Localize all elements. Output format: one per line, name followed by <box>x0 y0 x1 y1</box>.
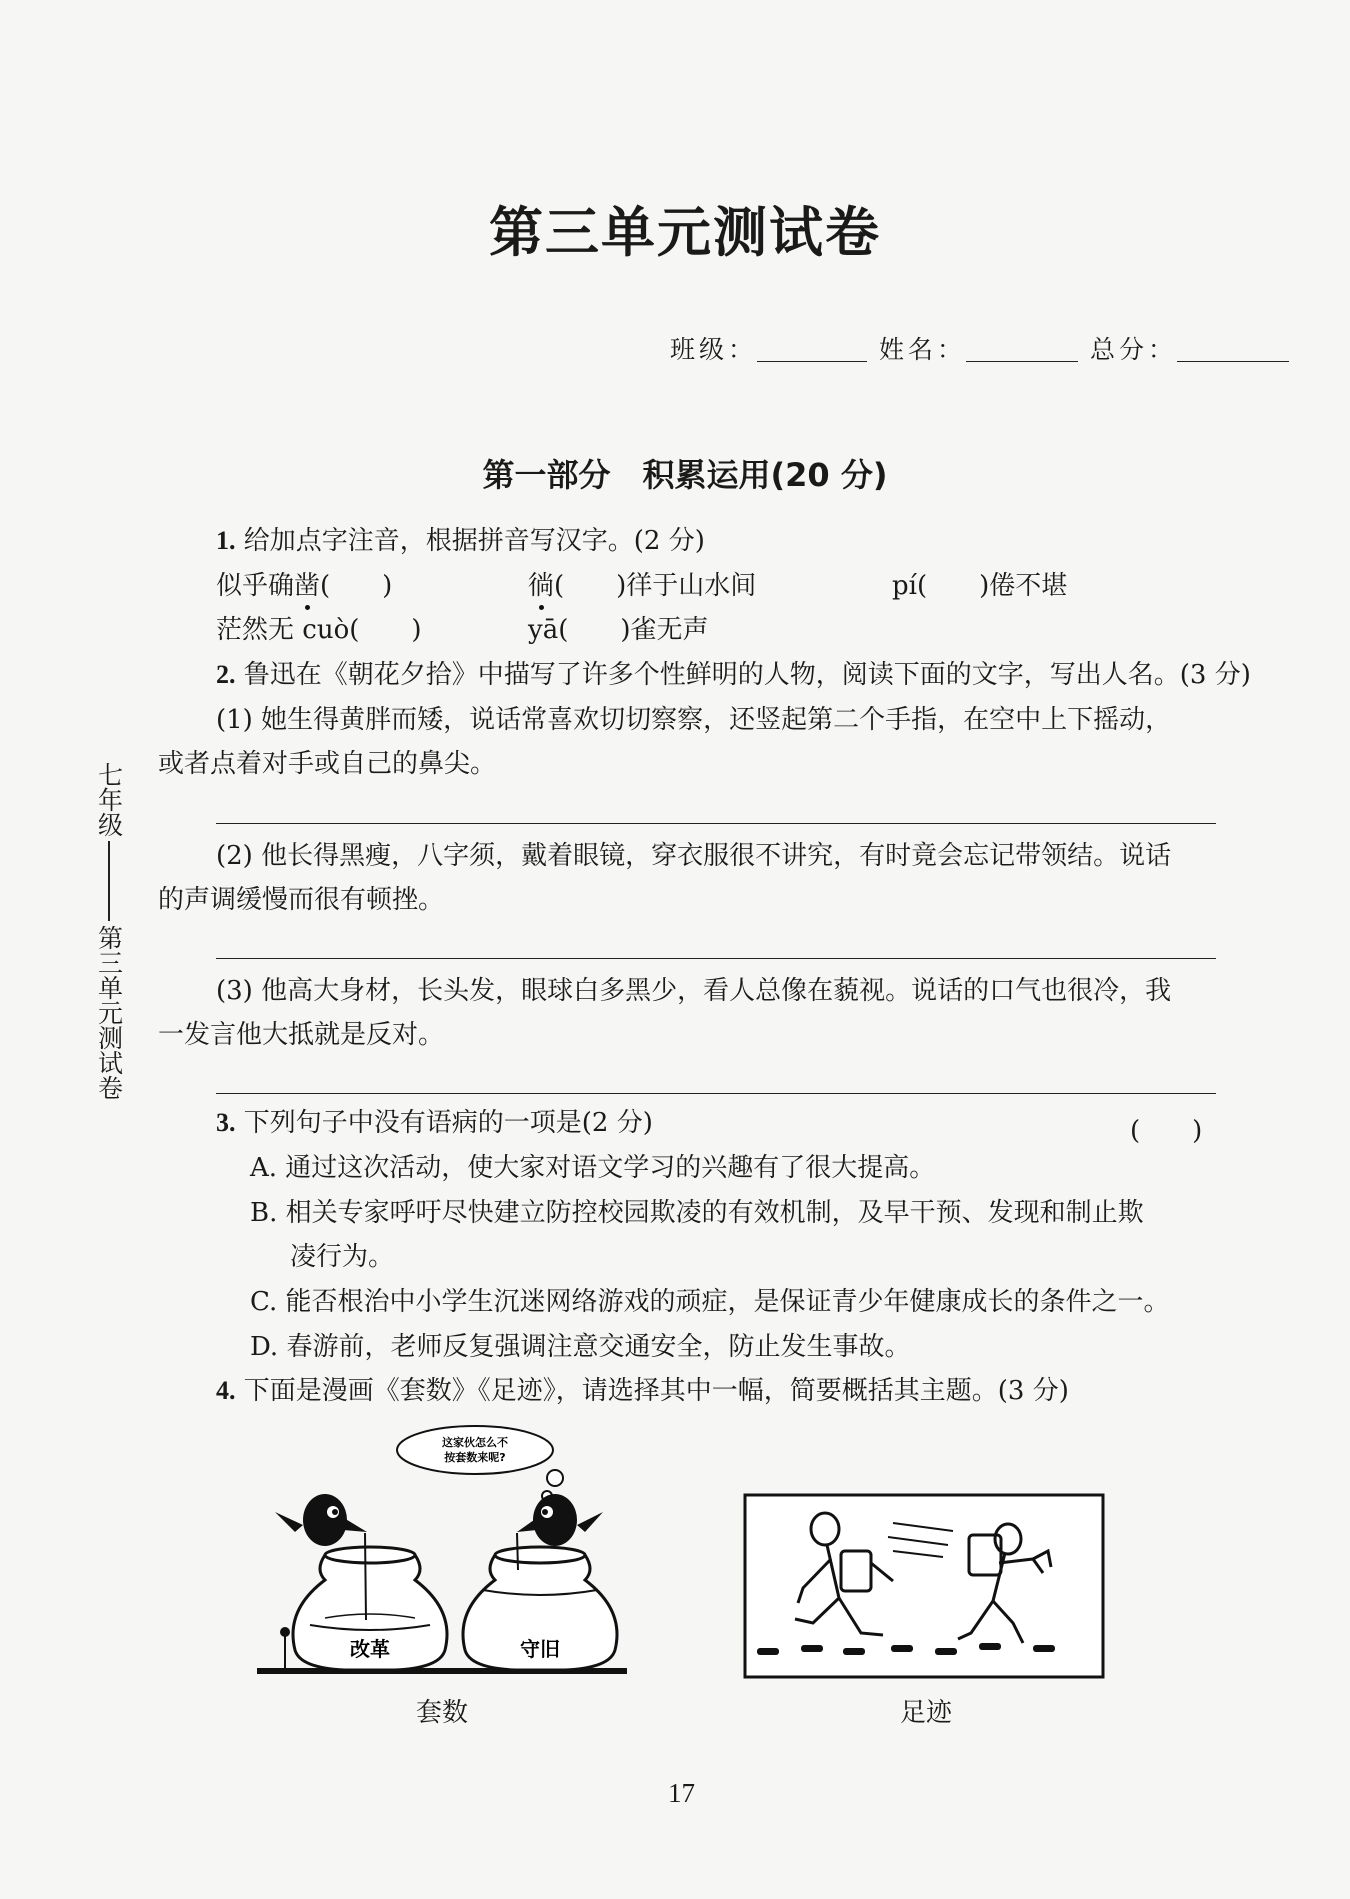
q3-option-c: C. 能否根治中小学生沉迷网络游戏的顽症，是保证青少年健康成长的条件之一。 <box>250 1287 1170 1317</box>
class-label: 班级： <box>670 335 758 364</box>
cartoon-zuji-drawing <box>743 1493 1105 1679</box>
jar-right-label: 守旧 <box>520 1637 560 1661</box>
q1-item-d[interactable]: 茫然无 cuò( ) <box>216 615 422 645</box>
q2-passage3-line2: 一发言他大抵就是反对。 <box>158 1020 445 1050</box>
q1-item-a-pre: 似乎确 <box>216 571 295 601</box>
jar-left-label: 改革 <box>350 1637 390 1661</box>
score-label: 总分： <box>1089 335 1177 364</box>
q3-option-b-line2: 凌行为。 <box>290 1242 395 1272</box>
q1-item-c[interactable]: pí( )倦不堪 <box>892 571 1068 601</box>
q1-item-a-blank[interactable]: ( ) <box>320 571 393 601</box>
cartoon-taoshu-caption: 套数 <box>416 1698 469 1728</box>
q2-text: 鲁迅在《朝花夕拾》中描写了许多个性鲜明的人物，阅读下面的文字，写出人名。(3 分) <box>243 660 1251 690</box>
q3-option-b-line1: B. 相关专家呼吁尽快建立防控校园欺凌的有效机制，及早干预、发现和制止欺 <box>250 1198 1144 1228</box>
q3-number: 3. <box>216 1108 236 1137</box>
name-label: 姓名： <box>878 335 966 364</box>
q1-text: 给加点字注音，根据拼音写汉字。(2 分) <box>243 526 705 556</box>
page-title: 第三单元测试卷 <box>489 201 881 264</box>
q1-item-a-dotted-char: 凿 <box>294 571 321 601</box>
cartoon-taoshu-drawing <box>255 1420 635 1690</box>
q2-passage1-line2: 或者点着对手或自己的鼻尖。 <box>158 749 497 779</box>
student-info-row <box>670 330 1289 366</box>
q3-stem <box>216 1110 653 1136</box>
q1-item-e[interactable]: yā( )雀无声 <box>528 615 709 645</box>
cartoon-taoshu <box>255 1420 635 1690</box>
q3-answer-paren[interactable]: ( ) <box>1130 1116 1203 1146</box>
q1-item-b-dotted-char: 徜 <box>528 571 555 601</box>
q2-answer-line-1[interactable] <box>216 823 1216 824</box>
side-unit: 第三单元测试卷 <box>94 925 124 1100</box>
q4-text: 下面是漫画《套数》《足迹》，请选择其中一幅，简要概括其主题。(3 分) <box>243 1376 1069 1406</box>
q1-item-b-rest[interactable]: ( )徉于山水间 <box>554 571 757 601</box>
q4-number: 4. <box>216 1376 236 1405</box>
bubble-text-line2: 按套数来呢? <box>444 1451 506 1464</box>
q4-stem <box>216 1378 1069 1404</box>
q2-answer-line-2[interactable] <box>216 958 1216 959</box>
q2-answer-line-3[interactable] <box>216 1093 1216 1094</box>
q2-passage2-line1: (2) 他长得黑瘦，八字须，戴着眼镜，穿衣服很不讲究，有时竟会忘记带领结。说话 <box>216 841 1172 871</box>
q1-item-b <box>528 573 756 599</box>
cartoon-zuji <box>743 1493 1105 1679</box>
side-label <box>94 762 124 1100</box>
q1-stem <box>216 528 705 554</box>
bubble-text-line1: 这家伙怎么不 <box>442 1436 508 1449</box>
page-number: 17 <box>668 1778 695 1808</box>
side-grade: 七年级 <box>94 762 124 837</box>
q3-text: 下列句子中没有语病的一项是(2 分) <box>243 1108 653 1138</box>
q2-passage1-line1: (1) 她生得黄胖而矮，说话常喜欢切切察察，还竖起第二个手指，在空中上下摇动， <box>216 705 1172 735</box>
q2-stem <box>216 662 1251 688</box>
cartoon-zuji-caption: 足迹 <box>900 1698 953 1728</box>
score-blank[interactable] <box>1177 339 1289 362</box>
q1-number: 1. <box>216 526 236 555</box>
side-divider <box>108 841 110 921</box>
q3-option-d: D. 春游前，老师反复强调注意交通安全，防止发生事故。 <box>250 1332 911 1362</box>
q2-number: 2. <box>216 660 236 689</box>
section-title: 第一部分 积累运用(20 分) <box>482 456 888 494</box>
q2-passage3-line1: (3) 他高大身材，长头发，眼球白多黑少，看人总像在藐视。说话的口气也很冷，我 <box>216 976 1172 1006</box>
class-blank[interactable] <box>757 339 867 362</box>
q1-item-a <box>216 573 392 599</box>
q2-passage2-line2: 的声调缓慢而很有顿挫。 <box>158 885 445 915</box>
q3-option-a: A. 通过这次活动，使大家对语文学习的兴趣有了很大提高。 <box>250 1153 936 1183</box>
name-blank[interactable] <box>966 339 1078 362</box>
